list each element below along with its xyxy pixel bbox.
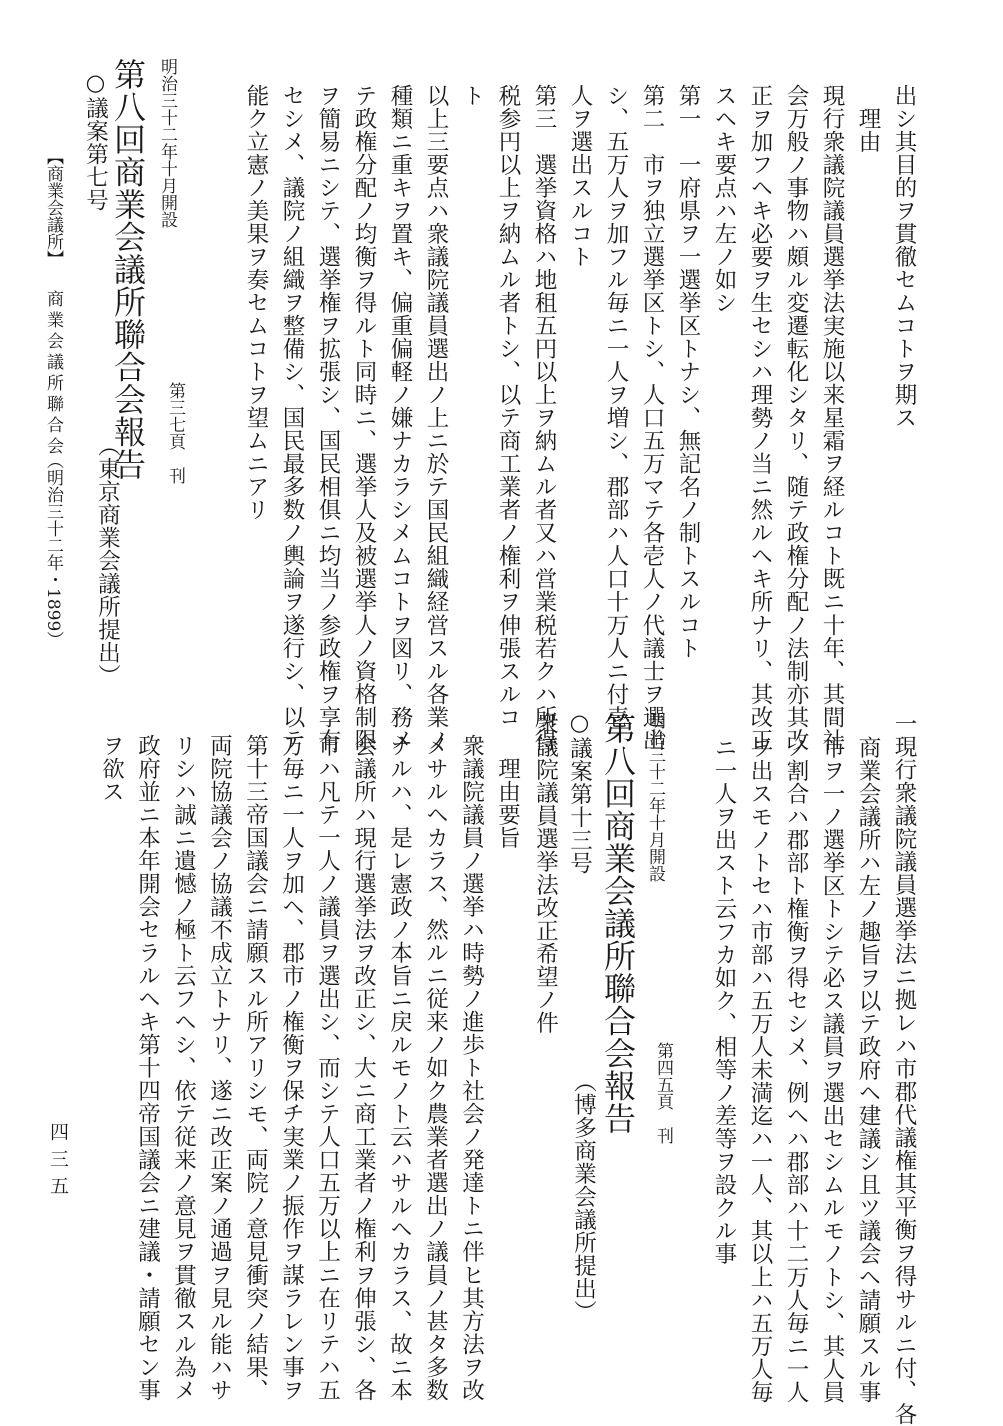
sidebar-organization: 商業会議所聯合会 — [43, 290, 63, 458]
text-column: 第十三帝国議会ニ請願スル所アリシモ、両院ノ意見衝突ノ結果、 — [242, 734, 269, 1402]
text-column: ヲ出スモノトセハ市部ハ五万人未満迄ハ一人、其以上ハ五万人毎 — [747, 736, 773, 1404]
report-title: 第八回商業会議所聯合会報告 — [599, 712, 637, 1135]
text-column: 両院協議会ノ協議不成立トナリ、遂ニ改正案ノ通過ヲ見ル能ハサ — [206, 734, 233, 1402]
page-reference: 第三七頁 刊 — [165, 382, 185, 484]
sidebar-category: 【商業会議所】 — [43, 148, 63, 267]
page-number: 四三五 — [47, 1122, 69, 1203]
text-column: ヲ簡易ニシテ、選挙権ヲ拡張シ、国民相俱ニ均当ノ参政権ヲ享有 — [315, 84, 341, 752]
text-column: セシメ、議院ノ組織ヲ整備シ、国民最多数ノ輿論ヲ遂行シ、以テ — [279, 84, 305, 752]
text-column: 第一 一府県ヲ一選挙区トナシ、無記名ノ制トスルコト — [675, 84, 701, 660]
text-column: 正ヲ加フヘキ必要ヲ生セシハ理勢ノ当ニ然ルヘキ所ナリ、其改正 — [747, 84, 773, 752]
submitter: （東京商業会議所提出） — [94, 434, 121, 688]
text-column: 第三 選挙資格ハ地租五円以上ヲ納ムル者又ハ営業税若クハ所得 — [531, 84, 557, 752]
text-column: 会万般ノ事物ハ頗ル変遷転化シタリ、随テ政権分配ノ法制亦其改 — [783, 84, 809, 752]
text-column: ナルハ、是レ憲政ノ本旨ニ戻ルモノト云ハサルヘカラス、故ニ本 — [386, 734, 413, 1402]
text-column: 衆議院議員ノ選挙ハ時勢ノ進歩ト社会ノ発達トニ伴ヒ其方法ヲ改 — [458, 734, 485, 1402]
text-column: 市ヲ一ノ選挙区トシテ必ス議員ヲ選出セシムルモノトシ、其人員 — [819, 736, 845, 1404]
text-column: 理由要旨 — [494, 734, 521, 850]
text-column: 人ヲ選出スルコト — [567, 84, 593, 269]
bill-number: ○議案第十三号 — [566, 710, 593, 875]
text-column: 一現行衆議院議員選挙法ニ拠レハ市郡代議権其平衡ヲ得サルニ付、各 — [891, 712, 917, 1426]
text-column: ト — [459, 84, 485, 108]
text-column: シ、五万人ヲ加フル毎ニ一人ヲ増シ、郡部ハ人口十万人ニ付壱 — [603, 84, 629, 729]
text-column: 出シ其目的ヲ貫徹セムコトヲ期ス — [891, 84, 917, 430]
text-column: 種類ニ重キヲ置キ、偏重偏軽ノ嫌ナカラシメムコトヲ図リ、務メ — [387, 84, 413, 752]
bill-subject: 衆議院議員選挙法改正希望ノ件 — [532, 712, 559, 1035]
bill-number: ○議案第七号 — [82, 70, 109, 212]
report-date: 明治三十二年十月開設 — [157, 58, 177, 228]
text-column: 以上三要点ハ衆議院議員選出ノ上ニ於テ国民組織経営スル各業ノ — [423, 84, 449, 752]
text-column: メサルヘカラス、然ルニ従来ノ如ク農業者選出ノ議員ノ甚タ多数 — [422, 734, 449, 1402]
text-column: 商業会議所ハ左ノ趣旨ヲ以テ政府ヘ建議シ且ツ議会ヘ請願スル事 — [855, 736, 881, 1404]
sidebar-year: （明治三十二年・1899） — [43, 452, 63, 649]
text-column: 第二 市ヲ独立選挙区トシ、人口五万マテ各壱人ノ代議士ヲ選出 — [639, 84, 665, 752]
report-title: 第八回商業会議所聯合会報告 — [109, 58, 147, 481]
text-column: ノ割合ハ郡部ト権衡ヲ得セシメ、例ヘハ郡部ハ十二万人毎ニ一人 — [783, 736, 809, 1404]
text-column: ニ一人ヲ出スト云フカ如ク、相等ノ差等ヲ設クル事 — [711, 736, 737, 1266]
report-date: 明治三十二年十月開設 — [645, 712, 665, 882]
text-column: 市ハ凡テ一人ノ議員ヲ選出シ、而シテ人口五万以上ニ在リテハ五 — [314, 734, 341, 1402]
submitter: （博多商業会議所提出） — [570, 1070, 597, 1324]
text-column: 万毎ニ一人ヲ加ヘ、郡市ノ権衡ヲ保チ実業ノ振作ヲ謀ラレン事ヲ — [278, 734, 305, 1402]
text-column: 能ク立憲ノ美果ヲ奏セムコトヲ望ムニアリ — [243, 84, 269, 522]
text-column: 税参円以上ヲ納ムル者トシ、以テ商工業者ノ権利ヲ伸張スルコ — [495, 84, 521, 729]
text-column: スヘキ要点ハ左ノ如シ — [711, 84, 737, 315]
text-column: 現行衆議院議員選挙法実施以来星霜ヲ経ルコト既ニ十年、其間社 — [819, 84, 845, 752]
text-column: 会議所ハ現行選挙法ヲ改正シ、大ニ商工業者ノ権利ヲ伸張シ、各 — [350, 734, 377, 1402]
text-column: テ政権分配ノ均衡ヲ得ルト同時ニ、選挙人及被選挙人ノ資格制限 — [351, 84, 377, 752]
text-column: リシハ誠ニ遺憾ノ極ト云フヘシ、依テ従来ノ意見ヲ貫徹スル為メ — [170, 734, 197, 1402]
page-reference: 第四五頁 刊 — [653, 1042, 673, 1144]
text-column: ヲ欲ス — [98, 734, 125, 804]
text-column: 政府並ニ本年開会セラルヘキ第十四帝国議会ニ建議・請願セン事 — [134, 734, 161, 1402]
text-column: 理由 — [855, 84, 881, 154]
